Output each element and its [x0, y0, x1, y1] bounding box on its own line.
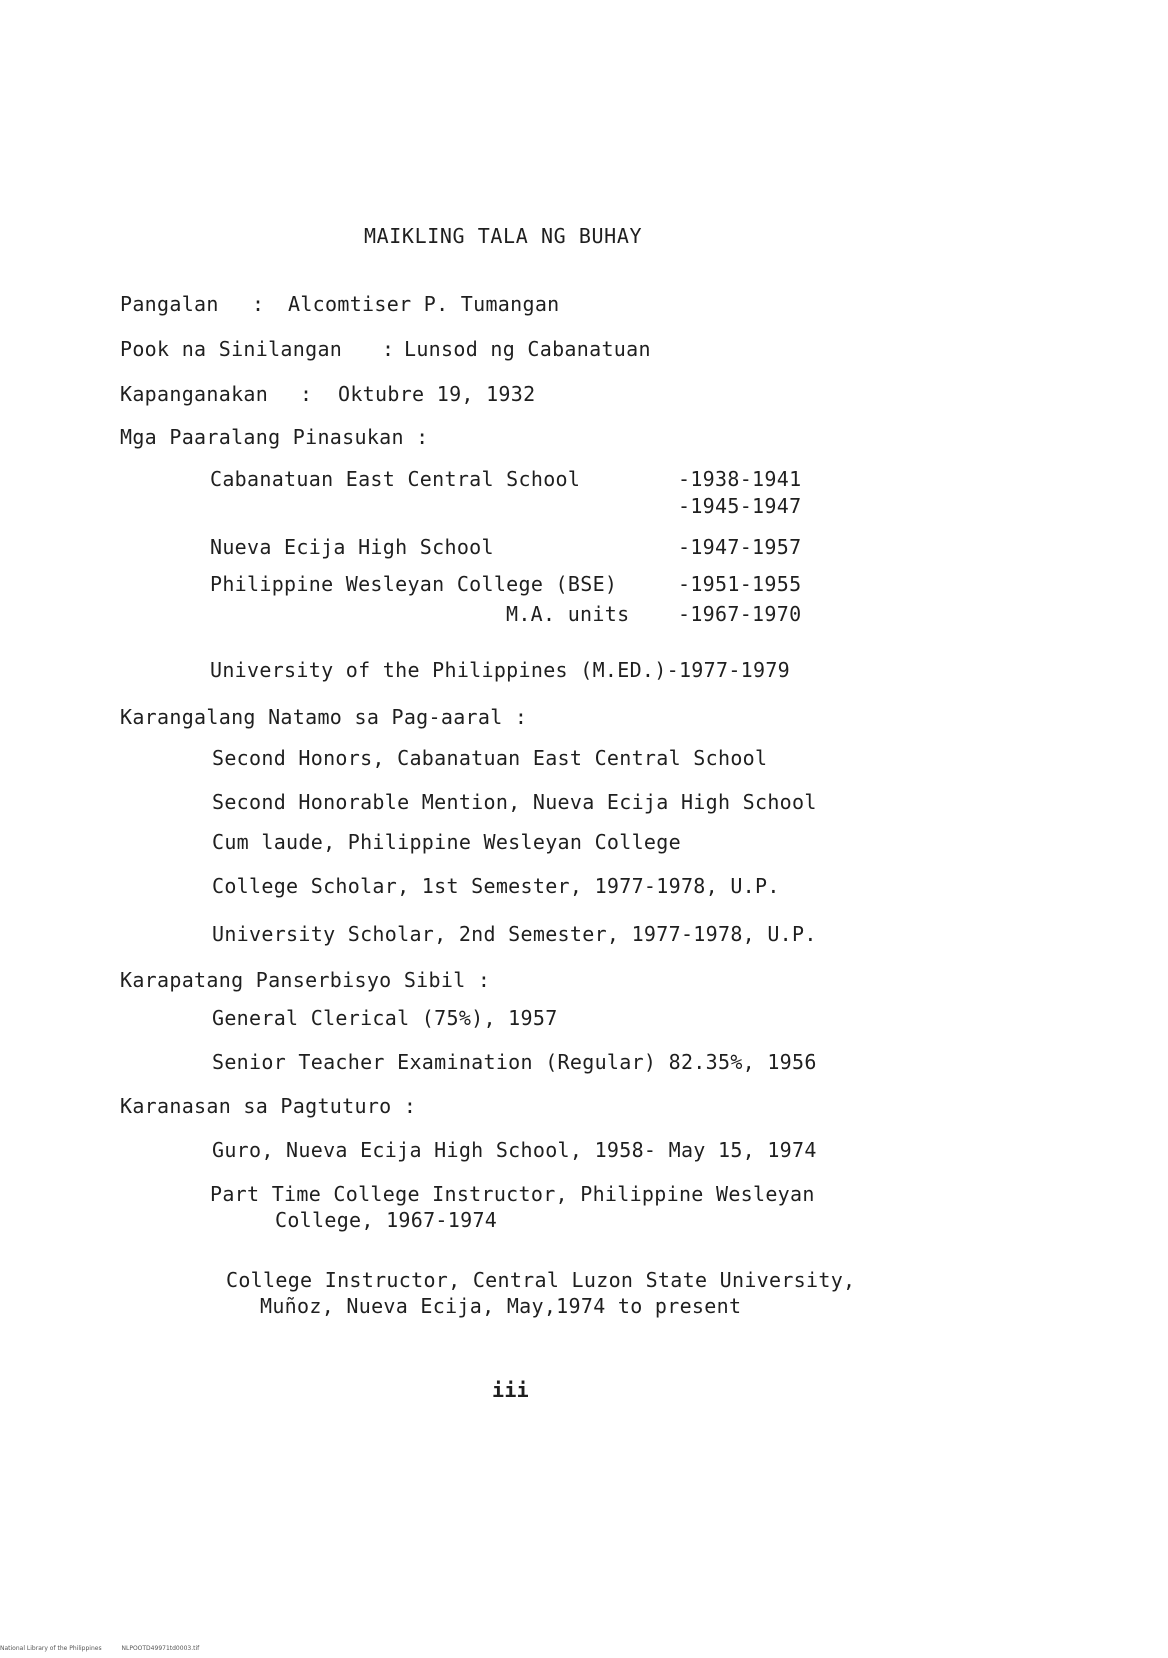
civil-service-item: General Clerical (75%), 1957: [212, 1006, 558, 1030]
honors-heading: Karangalang Natamo sa Pag-aaral :: [120, 705, 528, 729]
name-label: Pangalan: [120, 292, 219, 316]
birthplace-label: Pook na Sinilangan: [120, 337, 343, 361]
school-years: -1951-1955: [678, 572, 802, 596]
experience-heading: Karanasan sa Pagtuturo :: [120, 1094, 417, 1118]
birthdate-separator: :: [300, 382, 313, 406]
experience-item: College Instructor, Central Luzon State University,: [226, 1268, 856, 1292]
birthdate-label: Kapanganakan: [120, 382, 269, 406]
honor-item: University Scholar, 2nd Semester, 1977-1978, U.P.: [212, 922, 817, 946]
school-years: -1947-1957: [678, 535, 802, 559]
school-name: M.A. units: [506, 602, 630, 626]
school-name: Nueva Ecija High School: [210, 535, 494, 559]
birthdate-value: Oktubre 19, 1932: [338, 382, 536, 406]
school-years: -1938-1941: [678, 467, 802, 491]
birthplace-separator: :: [382, 337, 395, 361]
experience-item: Guro, Nueva Ecija High School, 1958- May 15, 1974: [212, 1138, 817, 1162]
school-name: Philippine Wesleyan College (BSE): [210, 572, 618, 596]
library-credit: National Library of the Philippines: [0, 1645, 102, 1652]
honor-item: Second Honors, Cabanatuan East Central School: [212, 746, 768, 770]
civil-service-item: Senior Teacher Examination (Regular) 82.35%, 1956: [212, 1050, 817, 1074]
page-number: iii: [492, 1378, 530, 1402]
honor-item: College Scholar, 1st Semester, 1977-1978, U.P.: [212, 874, 780, 898]
experience-item-continued: Muñoz, Nueva Ecija, May,1974 to present: [260, 1294, 742, 1318]
schools-heading: Mga Paaralang Pinasukan :: [120, 425, 429, 449]
school-name: Cabanatuan East Central School: [210, 467, 581, 491]
school-years: -1967-1970: [678, 602, 802, 626]
scan-footer: [0, 1645, 217, 1652]
experience-item: Part Time College Instructor, Philippine Wesleyan: [210, 1182, 815, 1206]
experience-item-continued: College, 1967-1974: [275, 1208, 498, 1232]
honor-item: Cum laude, Philippine Wesleyan College: [212, 830, 681, 854]
name-separator: :: [252, 292, 265, 316]
file-name: NLPOOTD49971td0003.tif: [121, 1645, 200, 1652]
school-name: University of the Philippines (M.ED.)-1977-1979: [210, 658, 791, 682]
name-value: Alcomtiser P. Tumangan: [288, 292, 560, 316]
page-title: MAIKLING TALA NG BUHAY: [364, 224, 643, 248]
birthplace-value: Lunsod ng Cabanatuan: [404, 337, 651, 361]
school-years: -1945-1947: [678, 494, 802, 518]
honor-item: Second Honorable Mention, Nueva Ecija High School: [212, 790, 817, 814]
civil-service-heading: Karapatang Panserbisyo Sibil :: [120, 968, 491, 992]
